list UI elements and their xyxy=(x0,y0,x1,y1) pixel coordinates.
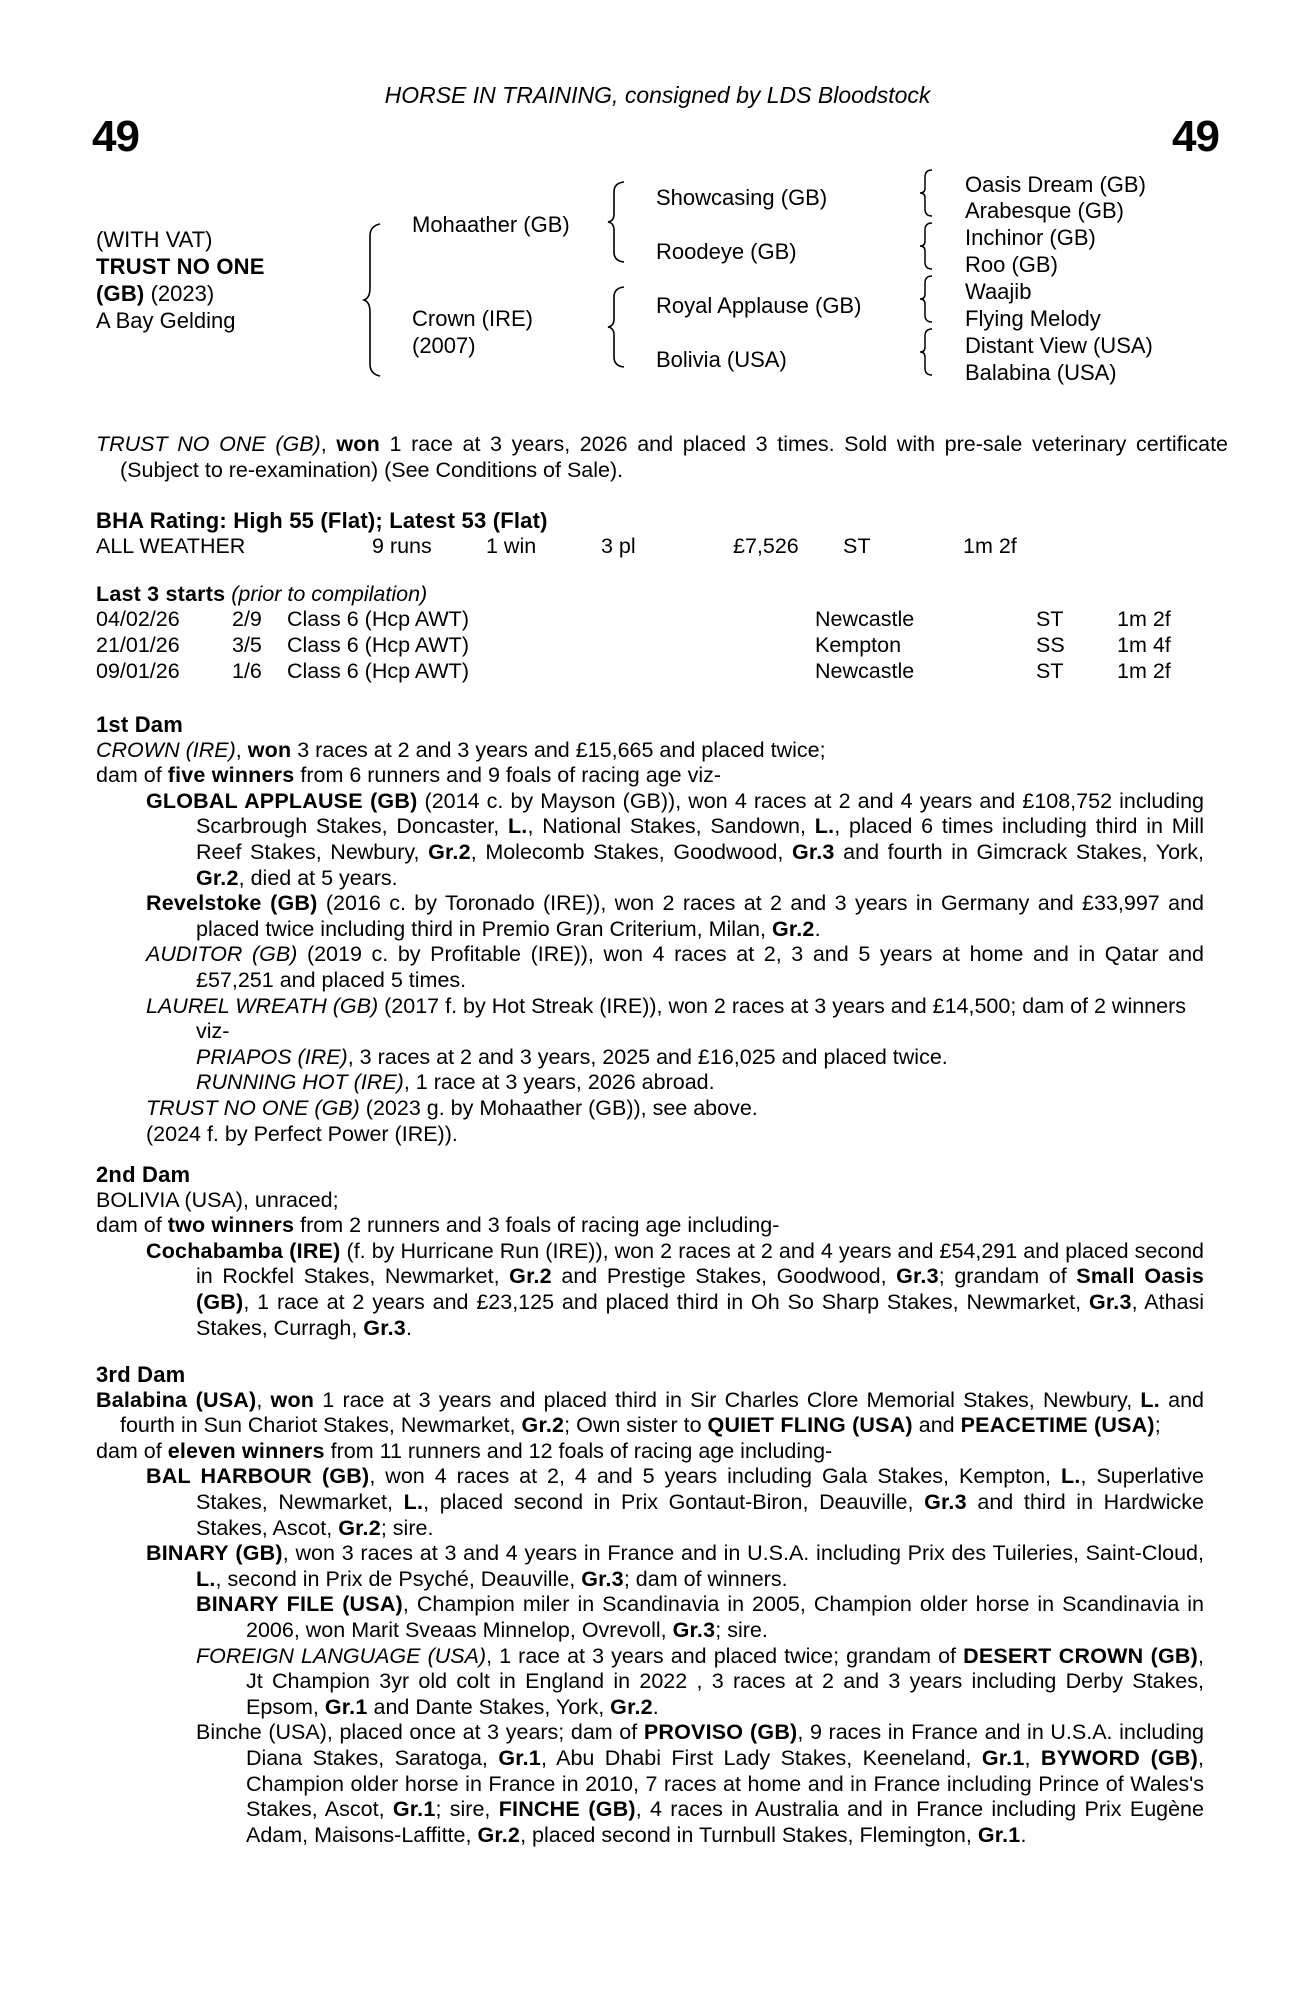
won-label: won xyxy=(247,737,292,762)
produce-name: PRIAPOS (IRE) xyxy=(196,1044,348,1069)
pedigree-dam-year: (2007) xyxy=(412,333,476,358)
text: . xyxy=(405,1315,412,1340)
won-label: won xyxy=(270,1387,315,1412)
pedigree-brace-main xyxy=(362,222,384,378)
dam-name: CROWN (IRE) xyxy=(96,737,236,762)
pedigree-dam: Crown (IRE) xyxy=(412,306,534,331)
produce-name: BAL HARBOUR (GB) xyxy=(146,1464,370,1489)
horse-year: (2023) xyxy=(144,281,215,306)
summary-horse-name: TRUST NO ONE (GB) xyxy=(96,432,321,456)
second-dam-produce xyxy=(96,1213,1204,1239)
winners-count: five winners xyxy=(167,763,295,788)
pedigree-g3-1: Oasis Dream (GB) xyxy=(965,172,1146,197)
start-distance: 1m 4f xyxy=(1117,633,1171,657)
start-going: ST xyxy=(1036,659,1064,683)
listed-label: L. xyxy=(507,814,528,839)
rating-distance: 1m 2f xyxy=(963,534,1017,558)
text: , placed second in Prix Gontaut-Biron, Deauville, xyxy=(423,1489,925,1514)
horse-origin-year xyxy=(96,280,265,307)
grandproduce-entry xyxy=(196,1070,1204,1096)
lot-number-right: 49 xyxy=(1172,112,1219,161)
third-dam-record: Balabina (USA), won 1 race at 3 years and placed third in Sir Charles Clore Memorial Stakes, Newbury, L. and fourth in Sun Chariot Stakes, Newmarket, Gr.2; Own sister to QUIET FLING (USA) and PEACETIME (USA); xyxy=(96,1387,1204,1438)
produce-name: FOREIGN LANGUAGE (USA) xyxy=(196,1643,487,1668)
second-dam-heading: 2nd Dam xyxy=(96,1162,191,1187)
group-label: Gr.2 xyxy=(477,1822,521,1847)
rating-placed: 3 pl xyxy=(601,534,636,558)
pedigree-brace-g3-1 xyxy=(918,168,936,218)
horse-country: (GB) xyxy=(96,281,145,306)
summary-line1: 1 race at 3 years, 2026 and placed 3 times. Sold with pre-sale xyxy=(379,432,1023,456)
produce-name: Cochabamba (IRE) xyxy=(146,1238,341,1263)
listed-label: L. xyxy=(814,814,835,839)
group-label: Gr.2 xyxy=(338,1515,381,1540)
produce-entry xyxy=(146,942,1204,993)
group-label: Gr.2 xyxy=(521,1413,565,1438)
text: dam of xyxy=(96,1213,168,1238)
pedigree-g3-8: Balabina (USA) xyxy=(965,360,1117,385)
pedigree-g3-5: Waajib xyxy=(965,279,1032,304)
pedigree-brace-g3-2 xyxy=(918,221,936,271)
dam-record-text: 3 races at 2 and 3 years and £15,665 and placed twice; xyxy=(291,737,826,762)
text: (2016 c. by Toronado (IRE)), won 2 races at 2 and 3 years in Germany and £33,997 and placed twice including third in Premio Gran Criterium, Milan, xyxy=(196,891,1204,941)
group-label: Gr.3 xyxy=(791,839,835,864)
text: , 1 race at 3 years, 2026 abroad. xyxy=(403,1070,715,1095)
lot-number-left: 49 xyxy=(92,112,139,161)
group-label: Gr.2 xyxy=(771,916,815,941)
text: (f. by Hurricane Run (IRE)), won 2 races at 2 and 4 years and £54,291 and placed second in Rockfel Stakes, Newmarket, xyxy=(196,1238,1204,1289)
start-race: Class 6 (Hcp AWT) xyxy=(287,633,469,657)
produce-name: TRUST NO ONE (GB) xyxy=(146,1095,360,1120)
produce-name: AUDITOR (GB) xyxy=(146,942,298,967)
start-course: Kempton xyxy=(815,633,902,657)
text: , Abu Dhabi First Lady Stakes, Keeneland, xyxy=(540,1745,982,1770)
text: 1 race at 3 years and placed third in Sir Charles Clore Memorial Stakes, Newbury, xyxy=(314,1387,1141,1412)
pedigree-g3-3: Inchinor (GB) xyxy=(965,225,1096,250)
winners-count: two winners xyxy=(167,1213,295,1238)
race-summary: TRUST NO ONE (GB), won 1 race at 3 years, 2026 and placed 3 times. Sold with pre-sale veterinary certificate (Subject to re-examination) (See Conditions of Sale). xyxy=(96,432,1228,482)
first-dam-produce xyxy=(96,763,1204,789)
sibling-name: PEACETIME (USA) xyxy=(960,1413,1155,1438)
produce-name: GLOBAL APPLAUSE (GB) xyxy=(146,788,418,813)
text: from 11 runners and 12 foals of racing age including- xyxy=(324,1438,833,1463)
start-going: SS xyxy=(1036,633,1065,657)
rating-runs: 9 runs xyxy=(372,534,432,558)
text: , 1 race at 3 years and placed twice; grandam of xyxy=(486,1643,964,1668)
text: and third in Hardwicke Stakes, Ascot, xyxy=(196,1489,1205,1540)
text: , won 3 races at 3 and 4 years in France and in U.S.A. including Prix des Tuileries, Saint-Cloud, xyxy=(282,1541,1204,1566)
first-dam-record: CROWN (IRE), won 3 races at 2 and 3 years and £15,665 and placed twice; xyxy=(96,737,826,762)
produce-name: Revelstoke (GB) xyxy=(146,891,318,916)
start-position: 1/6 xyxy=(232,659,262,683)
catalogue-header-title: HORSE IN TRAINING, consigned by LDS Bloodstock xyxy=(384,82,931,108)
start-course: Newcastle xyxy=(815,607,915,631)
listed-label: L. xyxy=(1060,1464,1081,1489)
group-label: Gr.3 xyxy=(1088,1289,1132,1314)
third-dam-produce xyxy=(96,1439,1204,1465)
rating-wins: 1 win xyxy=(486,534,537,558)
last-starts-title: Last 3 starts xyxy=(96,582,226,606)
first-dam-section xyxy=(96,712,1204,1147)
group-label: Gr.3 xyxy=(896,1264,939,1289)
text: ; sire, xyxy=(435,1797,499,1822)
produce-entry xyxy=(146,1464,1204,1541)
produce-name: DESERT CROWN (GB) xyxy=(963,1643,1199,1668)
pedigree-g3-6: Flying Melody xyxy=(965,306,1101,331)
text: . xyxy=(652,1694,659,1719)
grandproduce-entry xyxy=(196,1644,1204,1721)
text: (2014 c. by Mayson (GB)), won 4 races at 2 and 4 years and £108,752 including Scarbrough Stakes, Doncaster, xyxy=(196,788,1205,839)
start-race: Class 6 (Hcp AWT) xyxy=(287,659,469,683)
produce-name: RUNNING HOT (IRE) xyxy=(196,1070,404,1095)
group-label: Gr.3 xyxy=(363,1315,406,1340)
grandproduce-entry xyxy=(196,1592,1204,1643)
summary-won: won xyxy=(336,432,380,456)
bha-rating-heading: BHA Rating: High 55 (Flat); Latest 53 (Flat) xyxy=(96,508,548,533)
text: and Prestige Stakes, Goodwood, xyxy=(551,1264,897,1289)
start-course: Newcastle xyxy=(815,659,915,683)
produce-name: Small Oasis (GB) xyxy=(196,1264,1204,1314)
horse-identity xyxy=(96,226,265,334)
produce-entry xyxy=(146,994,1204,1045)
text: Binche (USA), placed once at 3 years; dam of xyxy=(196,1720,644,1745)
group-label: Gr.2 xyxy=(610,1694,653,1719)
second-dam-section xyxy=(96,1162,1204,1341)
rating-surface: ALL WEATHER xyxy=(96,534,246,558)
produce-entry xyxy=(146,891,1204,942)
text: , won 4 races at 2, 4 and 5 years including Gala Stakes, Kempton, xyxy=(369,1464,1061,1489)
produce-name: FINCHE (GB) xyxy=(498,1797,636,1822)
first-dam-heading: 1st Dam xyxy=(96,712,183,737)
text: , 3 races at 2 and 3 years, 2025 and £16,025 and placed twice. xyxy=(347,1044,948,1069)
winners-count: eleven winners xyxy=(167,1438,325,1463)
text: , Athasi Stakes, Curragh, xyxy=(196,1289,1205,1340)
start-distance: 1m 2f xyxy=(1117,659,1171,683)
pedigree-sire: Mohaather (GB) xyxy=(412,212,570,237)
last-starts-note: (prior to compilation) xyxy=(225,582,428,606)
grandproduce-entry xyxy=(196,1720,1204,1848)
group-label: Gr.3 xyxy=(581,1566,624,1591)
pedigree-dam-sire: Royal Applause (GB) xyxy=(656,293,862,318)
text: , National Stakes, Sandown, xyxy=(527,814,815,839)
start-position: 3/5 xyxy=(232,633,262,657)
start-going: ST xyxy=(1036,607,1064,631)
third-dam-heading: 3rd Dam xyxy=(96,1362,186,1387)
text: , Champion miler in Scandinavia in 2005, Champion older horse in Scandinavia in 2006, won Marit Sveaas Minnelop, Ovrevoll, xyxy=(246,1592,1204,1642)
text: and fourth in Sun Chariot Stakes, Newmarket, xyxy=(120,1387,1204,1438)
text: , Jt Champion 3yr old colt in England in 2022 , 3 races at 2 and 3 years including Derby Stakes, Epsom, xyxy=(246,1643,1204,1719)
produce-name: BINARY FILE (USA) xyxy=(196,1592,403,1617)
pedigree-brace-g3-4 xyxy=(918,327,936,377)
horse-name: TRUST NO ONE xyxy=(96,254,265,279)
summary-line2: veterinary certificate (Subject to re-examination) (See Conditions of Sale). xyxy=(120,432,1228,482)
text: , Champion older horse in France in 2010, 7 races at home and in France including Prince of Wales's Stakes, Ascot, xyxy=(246,1745,1204,1822)
pedigree-dam-dam: Bolivia (USA) xyxy=(656,347,787,372)
listed-label: L. xyxy=(196,1566,216,1591)
grandproduce-entry xyxy=(196,1045,1204,1071)
text: (2023 g. by Mohaather (GB)), see above. xyxy=(359,1095,758,1120)
text: , Superlative Stakes, Newmarket, xyxy=(196,1464,1204,1514)
pedigree-sire-dam: Roodeye (GB) xyxy=(656,239,797,264)
produce-entry xyxy=(146,1541,1204,1592)
text: . xyxy=(814,916,821,941)
start-date: 09/01/26 xyxy=(96,659,180,683)
start-distance: 1m 2f xyxy=(1117,607,1171,631)
produce-name: BINARY (GB) xyxy=(146,1541,283,1566)
text: from 6 runners and 9 foals of racing age viz- xyxy=(294,763,722,788)
text: ; sire. xyxy=(715,1617,768,1642)
text: , 1 race at 2 years and £23,125 and placed third in Oh So Sharp Stakes, Newmarket, xyxy=(243,1289,1089,1314)
produce-entry xyxy=(146,1122,1204,1148)
pedigree-sire-sire: Showcasing (GB) xyxy=(656,185,828,210)
text: and xyxy=(912,1413,961,1438)
start-race: Class 6 (Hcp AWT) xyxy=(287,607,469,631)
text: ; dam of winners. xyxy=(623,1566,788,1591)
text: ; grandam of xyxy=(938,1264,1077,1289)
text: . xyxy=(1020,1822,1027,1847)
text: , second in Prix de Psyché, Deauville, xyxy=(215,1566,582,1591)
group-label: Gr.1 xyxy=(977,1822,1021,1847)
text: (2019 c. by Profitable (IRE)), won 4 races at 2, 3 and 5 years at home and in Qatar and £57,251 and placed 5 times. xyxy=(196,942,1204,992)
pedigree-brace-dam xyxy=(606,285,628,369)
produce-name: BYWORD (GB) xyxy=(1040,1745,1198,1770)
text: , placed 6 times including third in Mill Reef Stakes, Newbury, xyxy=(196,814,1204,864)
text: , Molecomb Stakes, Goodwood, xyxy=(470,839,792,864)
group-label: Gr.2 xyxy=(196,865,239,890)
pedigree-brace-sire xyxy=(606,180,628,264)
rating-earnings: £7,526 xyxy=(733,534,799,558)
text: , xyxy=(1024,1745,1041,1770)
third-dam-section xyxy=(96,1362,1204,1848)
group-label: Gr.3 xyxy=(924,1489,967,1514)
produce-name: (2024 f. by Perfect Power (IRE)). xyxy=(146,1121,458,1146)
text: , placed second in Turnbull Stakes, Flemington, xyxy=(520,1822,978,1847)
produce-name: PROVISO (GB) xyxy=(643,1720,798,1745)
produce-name: LAUREL WREATH (GB) xyxy=(146,993,379,1018)
produce-entry xyxy=(146,1239,1204,1341)
text: from 2 runners and 3 foals of racing age including- xyxy=(294,1213,780,1238)
group-label: Gr.1 xyxy=(498,1745,541,1770)
sibling-name: QUIET FLING (USA) xyxy=(707,1413,913,1438)
text: , died at 5 years. xyxy=(238,865,398,890)
group-label: Gr.1 xyxy=(392,1797,436,1822)
group-label: Gr.2 xyxy=(509,1264,552,1289)
vat-label: (WITH VAT) xyxy=(96,227,213,252)
dam-name: Balabina (USA) xyxy=(96,1387,257,1412)
start-position: 2/9 xyxy=(232,607,262,631)
text: dam of xyxy=(96,763,168,788)
group-label: Gr.1 xyxy=(981,1745,1025,1770)
last-starts-heading xyxy=(96,582,427,607)
group-label: Gr.2 xyxy=(428,839,471,864)
text: ; Own sister to xyxy=(564,1413,708,1438)
group-label: Gr.3 xyxy=(672,1617,716,1642)
text: , 4 races in Australia and in France including Prix Eugène Adam, Maisons-Laffitte, xyxy=(246,1797,1204,1847)
pedigree-g3-2: Arabesque (GB) xyxy=(965,198,1124,223)
start-date: 21/01/26 xyxy=(96,633,180,657)
produce-entry xyxy=(146,1096,1204,1122)
text: dam of xyxy=(96,1438,168,1463)
group-label: Gr.1 xyxy=(324,1694,368,1719)
rating-going: ST xyxy=(843,534,871,558)
pedigree-brace-g3-3 xyxy=(918,274,936,324)
text: (2017 f. by Hot Streak (IRE)), won 2 races at 3 years and £14,500; dam of 2 winners viz- xyxy=(196,993,1187,1044)
pedigree-g3-7: Distant View (USA) xyxy=(965,333,1153,358)
listed-label: L. xyxy=(403,1489,424,1514)
produce-entry xyxy=(146,789,1204,891)
pedigree-g3-4: Roo (GB) xyxy=(965,252,1058,277)
text: and Dante Stakes, York, xyxy=(367,1694,611,1719)
second-dam-record: BOLIVIA (USA), unraced; xyxy=(96,1187,339,1212)
text: , 9 races in France and in U.S.A. including Diana Stakes, Saratoga, xyxy=(246,1720,1204,1770)
listed-label: L. xyxy=(1140,1387,1160,1412)
horse-description: A Bay Gelding xyxy=(96,308,236,333)
text: ; xyxy=(1154,1413,1161,1438)
text: ; sire. xyxy=(380,1515,434,1540)
start-date: 04/02/26 xyxy=(96,607,180,631)
text: and fourth in Gimcrack Stakes, York, xyxy=(834,839,1204,864)
